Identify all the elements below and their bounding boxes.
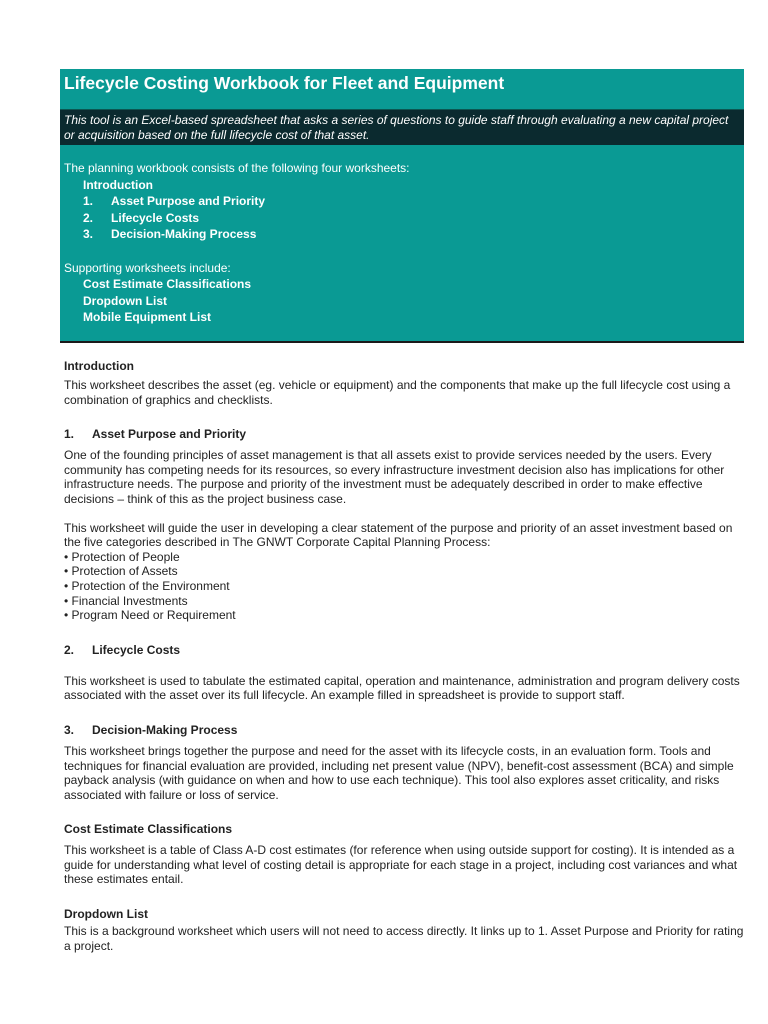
section-heading [64,426,744,442]
section-body: This worksheet brings together the purpose and need for the asset with its lifecycle costs, in an evaluation form. Tools and techniques for financial evaluation are provided, including net present value (NPV), benefit-cost assessment (BCA) and simple payback analysis (with guidance on when and how to use each technique). This tool also explores asset criticality, and risks associated with failure or loss of service. [64,743,734,802]
worksheet-number: 3. [83,227,94,242]
title-row [60,69,744,110]
worksheet-item-lifecycle-costs [83,210,740,227]
list-item: • Financial Investments [64,594,744,609]
section-body: This is a background worksheet which users will not need to access directly. It links up to 1. Asset Purpose and Priority for rating a project. [64,924,744,953]
worksheet-number: 2. [83,210,94,225]
planning-overview [60,145,744,326]
section-body: This worksheet describes the asset (eg. vehicle or equipment) and the components that make up the full lifecycle cost using a combination of graphics and checklists. [64,378,731,407]
section-introduction [64,358,744,407]
list-item: • Protection of People [64,550,744,565]
header-block [60,69,744,343]
section-body: One of the founding principles of asset management is that all assets exist to provide services needed by the users. Every community has competing needs for its resources, so every infrastructure investment decision also has implications for other infrastructure needs. The purpose and priority of the investment must be adequately described in order to make effective decisions – think of this as the project business case. [64,448,725,506]
section-lifecycle-costs [64,642,744,703]
worksheet-label: Asset Purpose and Priority [111,194,266,209]
supporting-intro: Supporting worksheets include: [64,260,231,275]
supporting-list [64,276,740,326]
section-heading: Cost Estimate Classifications [64,822,233,837]
worksheet-item-asset-purpose [83,193,740,210]
section-heading: Introduction [64,359,134,373]
section-number: 3. [64,722,75,737]
section-number: 2. [64,642,75,657]
worksheet-number: 1. [83,194,94,209]
section-dropdown [64,906,744,953]
section-title: Asset Purpose and Priority [92,427,247,442]
category-bullet-list [64,550,744,623]
section-decision-making [64,722,744,802]
section-heading [64,642,744,658]
section-body: This worksheet will guide the user in developing a clear statement of the purpose and priority of an asset investment based on the five categories described in The GNWT Corporate Capital Planning Process: [64,520,733,550]
worksheet-item-decision-making [83,226,740,243]
worksheet-list [64,177,740,243]
section-number: 1. [64,427,75,442]
tagline: This tool is an Excel-based spreadsheet that asks a series of questions to guide staff through evaluating a new capital project or acquisition based on the full lifecycle cost of that asset. [60,110,744,145]
supporting-item-cost-estimate: Cost Estimate Classifications [83,277,252,292]
worksheet-label: Lifecycle Costs [111,210,200,225]
section-body: This worksheet is a table of Class A-D cost estimates (for reference when using outside support for costing). It is intended as a guide for understanding what level of costing detail is appropriate for each stage in a project, including cost variances and what these estimates entail. [64,843,738,887]
document-body [64,358,744,953]
list-item: • Program Need or Requirement [64,608,744,623]
worksheet-item-introduction [83,177,740,194]
worksheet-label: Decision-Making Process [111,227,257,242]
list-item: • Protection of Assets [64,564,744,579]
section-title: Decision-Making Process [92,722,238,737]
section-heading [64,722,744,738]
document-title: Lifecycle Costing Workbook for Fleet and Equipment [64,73,505,93]
section-asset-purpose [64,426,744,623]
section-title: Lifecycle Costs [92,642,181,657]
section-heading: Dropdown List [64,907,148,922]
section-cost-estimate [64,821,744,887]
section-body: This worksheet is used to tabulate the estimated capital, operation and maintenance, administration and program delivery costs associated with the asset over its full lifecycle. An example filled in spreadsheet is provide to support staff. [64,673,740,703]
supporting-item-mobile-equipment: Mobile Equipment List [83,310,211,325]
list-item: • Protection of the Environment [64,579,744,594]
supporting-item-dropdown: Dropdown List [83,293,167,308]
worksheet-label: Introduction [83,177,153,192]
planning-intro: The planning workbook consists of the following four worksheets: [64,161,410,175]
